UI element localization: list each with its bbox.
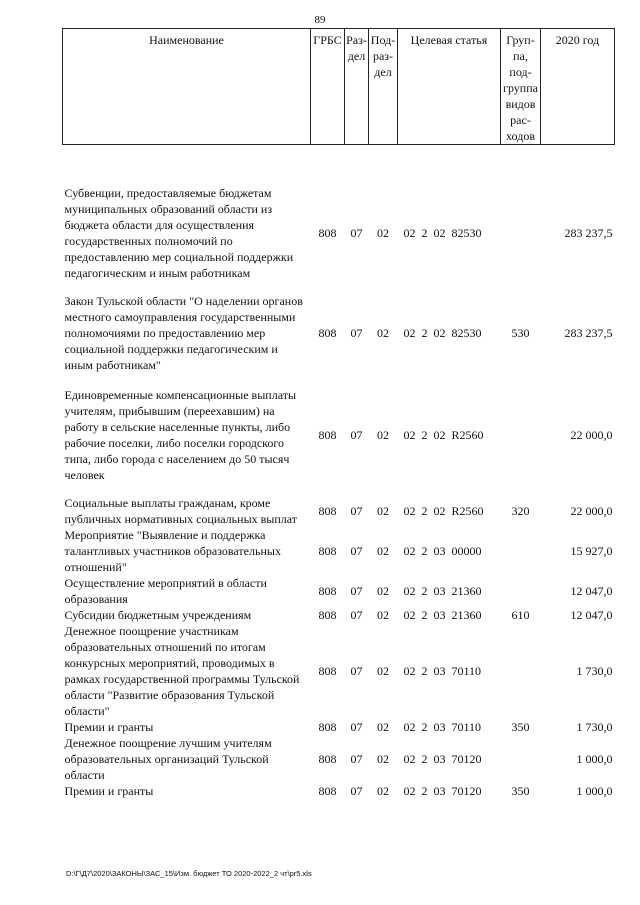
row-target-article: 02 2 02 82530 <box>403 326 482 340</box>
row-podrazdel: 02 <box>377 608 389 622</box>
row-podrazdel: 02 <box>377 664 389 678</box>
spacer-cell <box>63 145 615 186</box>
row-grbs: 808 <box>318 428 337 442</box>
row-podrazdel: 02 <box>377 226 389 240</box>
row-grbs: 808 <box>318 326 337 340</box>
row-expense-group: 320 <box>511 504 530 518</box>
row-razdel: 07 <box>350 544 363 558</box>
row-target-article: 02 2 02 R2560 <box>403 428 484 442</box>
row-razdel: 07 <box>350 504 363 518</box>
table-row <box>63 293 615 373</box>
row-razdel: 07 <box>350 326 363 340</box>
spacer-cell <box>63 483 615 495</box>
row-grbs: 808 <box>318 664 337 678</box>
row-podrazdel: 02 <box>377 544 389 558</box>
row-name: Субвенции, предоставляемые бюджетам муниципальных образований области из бюджета области для осуществления государственных полномочий по предоставлению мер социальной поддержки педагогическим и иным работникам <box>64 186 294 280</box>
row-name: Единовременные компенсационные выплаты учителям, прибывшим (переехавшим) на работу в сельские населенные пункты, либо рабочие поселки, либо поселки городского типа, либо города с населением до 50 тысяч человек <box>64 388 297 482</box>
row-sum: 1 000,0 <box>576 784 613 798</box>
spacer-cell <box>63 281 615 293</box>
row-podrazdel: 02 <box>377 428 389 442</box>
row-razdel: 07 <box>350 428 363 442</box>
row-grbs: 808 <box>318 504 337 518</box>
row-sum: 22 000,0 <box>570 428 613 442</box>
row-name: Закон Тульской области "О наделении органов местного самоуправления государственными полномочиями по предоставлению мер социальной поддержки педагогическим и иным работникам" <box>64 294 303 372</box>
header-target-article: Целевая статья <box>398 29 501 145</box>
row-name: Денежное поощрение лучшим учителям образовательных организаций Тульской области <box>64 736 272 782</box>
header-razdel: Раз- дел <box>345 29 369 145</box>
row-spacer <box>63 373 615 387</box>
table-row <box>63 575 615 607</box>
table-row <box>63 387 615 483</box>
row-grbs: 808 <box>318 784 337 798</box>
row-target-article: 02 2 03 21360 <box>403 584 482 598</box>
row-target-article: 02 2 03 00000 <box>403 544 482 558</box>
row-grbs: 808 <box>318 720 337 734</box>
row-razdel: 07 <box>350 752 363 766</box>
row-expense-group: 350 <box>511 784 530 798</box>
row-grbs: 808 <box>318 752 337 766</box>
row-name: Субсидии бюджетным учреждениям <box>64 608 252 622</box>
row-podrazdel: 02 <box>377 326 389 340</box>
row-name: Мероприятие "Выявление и поддержка талантливых участников образовательных отношений" <box>64 528 281 574</box>
row-target-article: 02 2 03 70110 <box>403 720 482 734</box>
row-name: Осуществление мероприятий в области образования <box>64 576 267 606</box>
table-row <box>63 495 615 527</box>
table-row <box>63 735 615 783</box>
spacer-cell <box>63 373 615 387</box>
header-year: 2020 год <box>541 29 615 145</box>
table-row <box>63 719 615 735</box>
row-razdel: 07 <box>350 720 363 734</box>
row-spacer <box>63 483 615 495</box>
header-grbs: ГРБС <box>311 29 345 145</box>
file-path-footer: D:\Г\Д7\2020\ЗАКОНЫ\ЗАС_15\Изм. бюджет ТО 2020-2022_2 чт\pr5.xls <box>66 869 312 878</box>
row-sum: 283 237,5 <box>564 226 613 240</box>
row-sum: 283 237,5 <box>564 326 613 340</box>
table-row <box>63 185 615 281</box>
row-podrazdel: 02 <box>377 584 389 598</box>
row-expense-group <box>501 527 541 575</box>
row-name: Денежное поощрение участникам образовательных отношений по итогам конкурсных мероприятий, проводимых в рамках государственной программы Тульской области "Развитие образования Тульской области" <box>64 624 300 718</box>
row-podrazdel: 02 <box>377 720 389 734</box>
header-name: Наименование <box>63 29 311 145</box>
row-sum: 15 927,0 <box>570 544 613 558</box>
row-razdel: 07 <box>350 784 363 798</box>
row-sum: 1 730,0 <box>576 664 613 678</box>
row-expense-group <box>501 575 541 607</box>
row-target-article: 02 2 03 70120 <box>403 752 482 766</box>
row-name: Премии и гранты <box>64 784 154 798</box>
row-grbs: 808 <box>318 584 337 598</box>
row-expense-group: 350 <box>511 720 530 734</box>
page-number: 89 <box>314 14 326 26</box>
header-podrazdel: Под- раз- дел <box>369 29 398 145</box>
row-target-article: 02 2 03 70110 <box>403 664 482 678</box>
header-expense-group: Груп- па, под- группа видов рас- ходов <box>501 29 541 145</box>
row-spacer <box>63 281 615 293</box>
row-podrazdel: 02 <box>377 504 389 518</box>
row-podrazdel: 02 <box>377 784 389 798</box>
row-razdel: 07 <box>350 584 363 598</box>
table-row <box>63 623 615 719</box>
row-expense-group <box>501 735 541 783</box>
row-target-article: 02 2 03 70120 <box>403 784 482 798</box>
row-expense-group: 610 <box>511 608 530 622</box>
table-row <box>63 783 615 799</box>
row-spacer <box>63 145 615 186</box>
row-sum: 12 047,0 <box>570 584 613 598</box>
budget-table <box>62 28 615 799</box>
row-razdel: 07 <box>350 664 363 678</box>
row-expense-group: 530 <box>511 326 530 340</box>
row-razdel: 07 <box>350 226 363 240</box>
table-row <box>63 527 615 575</box>
row-grbs: 808 <box>318 544 337 558</box>
row-sum: 1 730,0 <box>576 720 613 734</box>
table-row <box>63 607 615 623</box>
row-grbs: 808 <box>318 226 337 240</box>
row-expense-group <box>501 623 541 719</box>
row-expense-group <box>501 185 541 281</box>
row-expense-group <box>501 387 541 483</box>
row-razdel: 07 <box>350 608 363 622</box>
row-name: Премии и гранты <box>64 720 154 734</box>
row-target-article: 02 2 02 R2560 <box>403 504 484 518</box>
row-sum: 12 047,0 <box>570 608 613 622</box>
row-target-article: 02 2 02 82530 <box>403 226 482 240</box>
table-header-row <box>63 29 615 145</box>
row-sum: 1 000,0 <box>576 752 613 766</box>
row-grbs: 808 <box>318 608 337 622</box>
row-name: Социальные выплаты гражданам, кроме публичных нормативных социальных выплат <box>64 496 298 526</box>
row-podrazdel: 02 <box>377 752 389 766</box>
row-sum: 22 000,0 <box>570 504 613 518</box>
row-target-article: 02 2 03 21360 <box>403 608 482 622</box>
